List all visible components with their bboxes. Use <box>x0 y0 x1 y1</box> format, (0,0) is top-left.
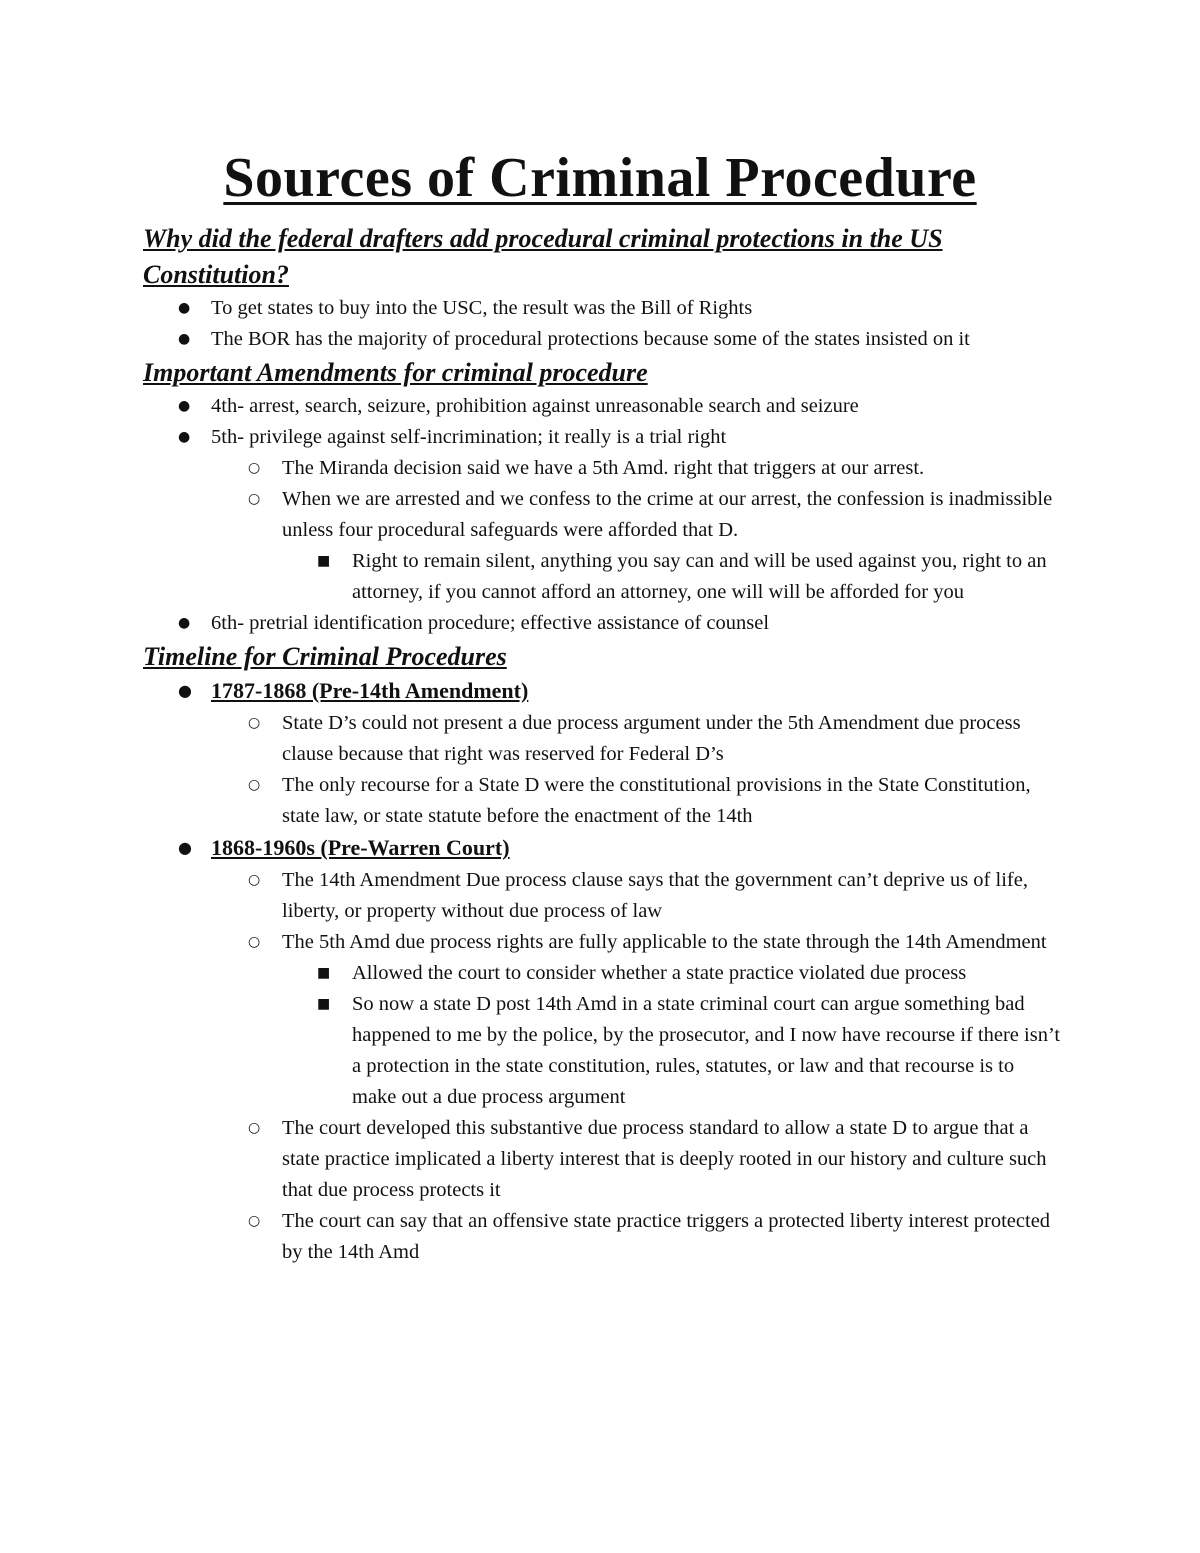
document-body <box>143 221 1063 1268</box>
hollow-circle-bullet-icon: ○ <box>248 491 261 507</box>
list-item <box>143 391 1063 422</box>
list-item <box>143 608 1063 639</box>
list-item <box>143 708 1063 770</box>
hollow-circle-bullet-icon: ○ <box>248 1120 261 1136</box>
list-item <box>143 927 1063 958</box>
filled-circle-bullet-icon: ● <box>178 681 192 700</box>
list-item-text: The BOR has the majority of procedural protections because some of the states insisted on it <box>211 328 970 350</box>
list-item-text: 5th- privilege against self-incrimination; it really is a trial right <box>211 426 727 448</box>
list-item <box>143 453 1063 484</box>
list-item-text: To get states to buy into the USC, the result was the Bill of Rights <box>211 297 753 319</box>
hollow-circle-bullet-icon: ○ <box>248 1213 261 1229</box>
list-item <box>143 1206 1063 1268</box>
filled-circle-bullet-icon: ● <box>178 331 191 347</box>
square-bullet-icon: ■ <box>317 553 331 569</box>
timeline-era-label: 1868-1960s (Pre-Warren Court) <box>211 835 510 860</box>
list-item <box>143 546 1063 608</box>
list-item-text: The only recourse for a State D were the constitutional provisions in the State Constitution, state law, or state statute before the enactment of the 14th <box>282 774 1031 827</box>
timeline-era <box>143 832 1063 865</box>
hollow-circle-bullet-icon: ○ <box>248 872 261 888</box>
section-heading-timeline: Timeline for Criminal Procedures <box>143 642 507 671</box>
list-item <box>143 770 1063 832</box>
hollow-circle-bullet-icon: ○ <box>248 934 261 950</box>
list-item <box>143 1113 1063 1206</box>
list-item <box>143 989 1063 1113</box>
square-bullet-icon: ■ <box>317 996 331 1012</box>
square-bullet-icon: ■ <box>317 965 331 981</box>
list-item <box>143 865 1063 927</box>
list-item-text: The court can say that an offensive state practice triggers a protected liberty interest protected by the 14th Amd <box>282 1210 1051 1263</box>
list-item <box>143 422 1063 453</box>
hollow-circle-bullet-icon: ○ <box>248 777 261 793</box>
list-item <box>143 324 1063 355</box>
list-item-text: Allowed the court to consider whether a state practice violated due process <box>352 962 967 984</box>
document-title: Sources of Criminal Procedure <box>223 147 977 209</box>
filled-circle-bullet-icon: ● <box>178 300 191 316</box>
list-item-text: 6th- pretrial identification procedure; effective assistance of counsel <box>211 612 770 634</box>
timeline-era-label: 1787-1868 (Pre-14th Amendment) <box>211 678 529 703</box>
timeline-era <box>143 675 1063 708</box>
list-item-text: The Miranda decision said we have a 5th Amd. right that triggers at our arrest. <box>282 457 925 479</box>
filled-circle-bullet-icon: ● <box>178 838 192 857</box>
section-heading-amendments: Important Amendments for criminal procedure <box>143 358 648 387</box>
list-item-text: The 14th Amendment Due process clause says that the government can’t deprive us of life, liberty, or property without due process of law <box>282 869 1028 922</box>
bullet-list <box>143 293 1063 355</box>
section-heading-drafters: Why did the federal drafters add procedural criminal protections in the US Constitution? <box>143 224 943 289</box>
list-item-text: When we are arrested and we confess to the crime at our arrest, the confession is inadmissible unless four procedural safeguards were afforded that D. <box>282 488 1053 541</box>
list-item-text: State D’s could not present a due process argument under the 5th Amendment due process clause because that right was reserved for Federal D’s <box>282 712 1021 765</box>
filled-circle-bullet-icon: ● <box>178 429 191 445</box>
filled-circle-bullet-icon: ● <box>178 615 191 631</box>
hollow-circle-bullet-icon: ○ <box>248 715 261 731</box>
list-item-text: The 5th Amd due process rights are fully applicable to the state through the 14th Amendment <box>282 931 1047 953</box>
list-item <box>143 293 1063 324</box>
filled-circle-bullet-icon: ● <box>178 398 191 414</box>
list-item-text: Right to remain silent, anything you say can and will be used against you, right to an attorney, if you cannot afford an attorney, one will will be afforded for you <box>352 550 1047 603</box>
list-item <box>143 958 1063 989</box>
list-item-text: The court developed this substantive due process standard to allow a state D to argue that a state practice implicated a liberty interest that is deeply rooted in our history and culture such that due process protects it <box>282 1117 1047 1201</box>
bullet-list <box>143 391 1063 639</box>
bullet-list <box>143 675 1063 1268</box>
list-item-text: So now a state D post 14th Amd in a state criminal court can argue something bad happened to me by the police, by the prosecutor, and I now have recourse if there isn’t a protection in the state constitution, rules, statutes, or law and that recourse is to make out a due process argument <box>352 993 1061 1108</box>
list-item <box>143 484 1063 546</box>
hollow-circle-bullet-icon: ○ <box>248 460 261 476</box>
list-item-text: 4th- arrest, search, seizure, prohibition against unreasonable search and seizure <box>211 395 859 417</box>
